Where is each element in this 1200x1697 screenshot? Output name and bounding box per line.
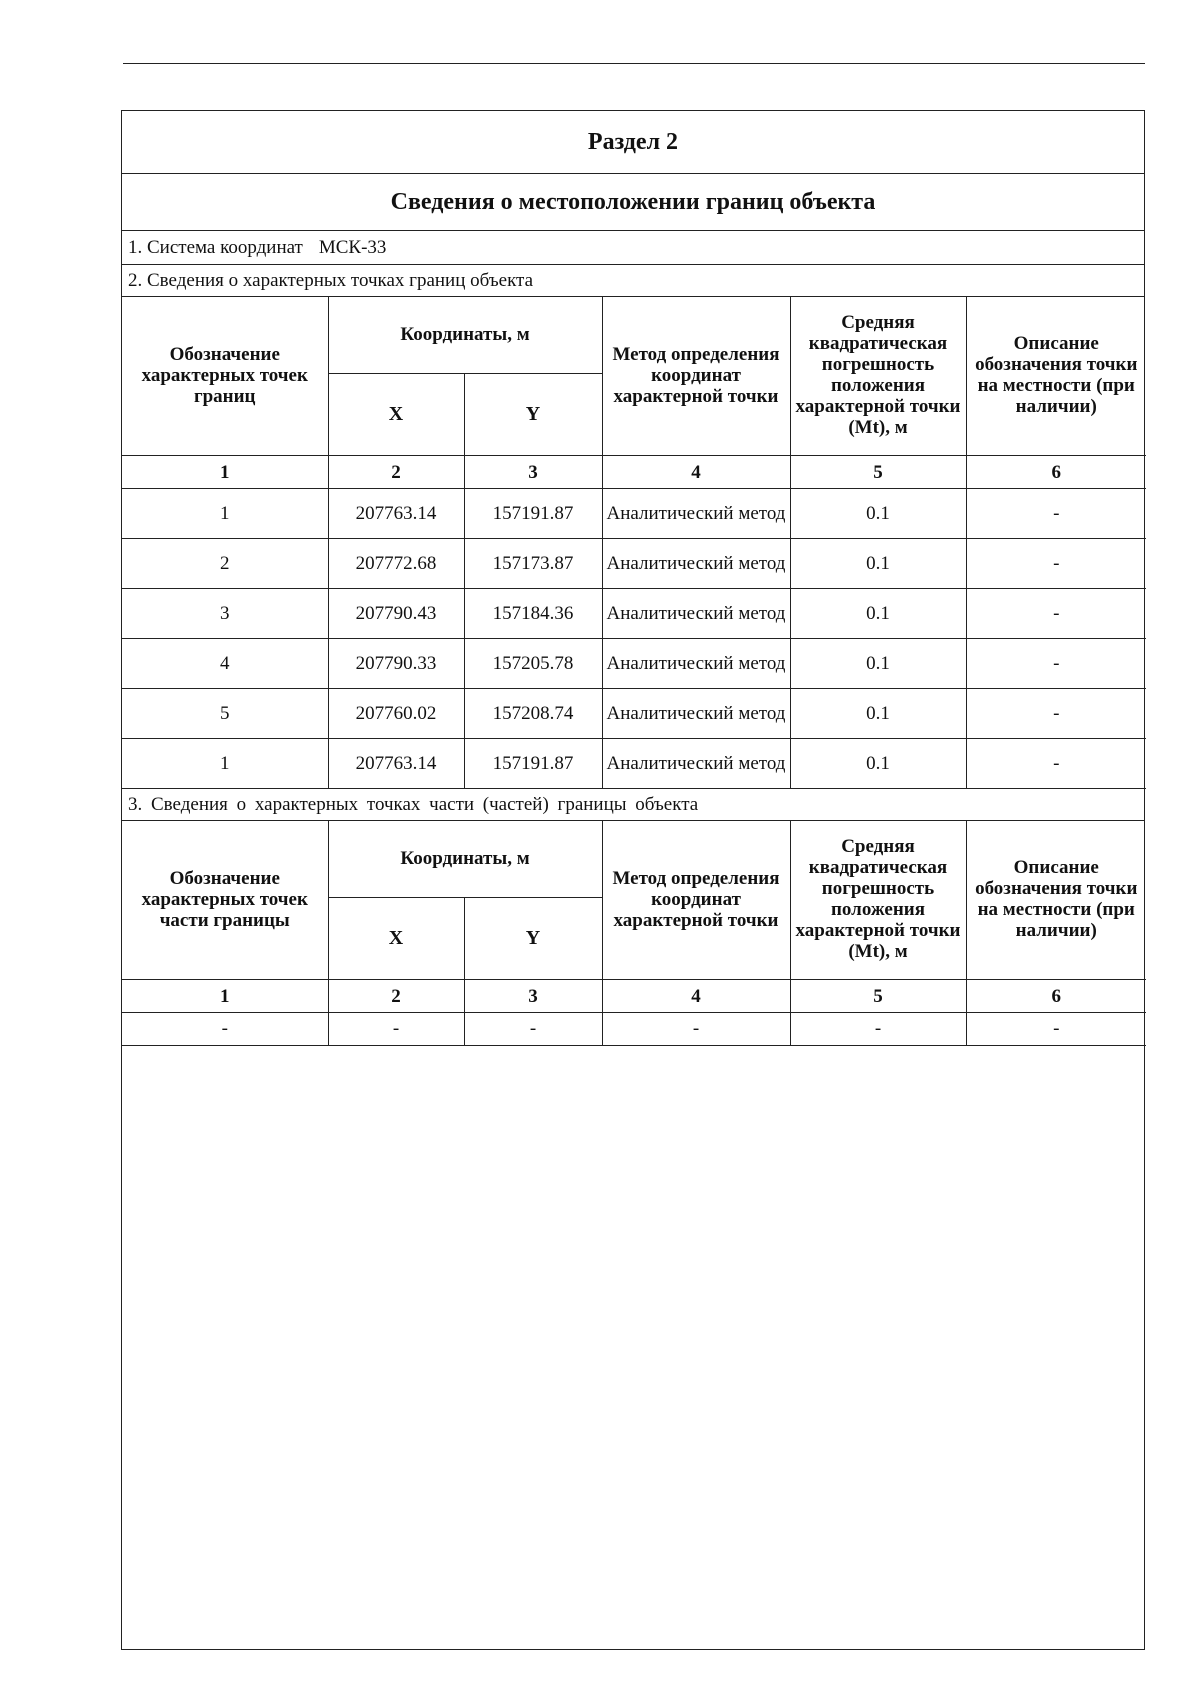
table-row xyxy=(122,489,1146,539)
point-description: - xyxy=(966,1013,1146,1046)
header-designation: Обозначение характерных точек части границы xyxy=(122,820,328,980)
table-row xyxy=(122,1013,1146,1046)
column-numbers-row xyxy=(122,980,1146,1013)
header-x: X xyxy=(328,374,464,456)
coordinate-y: 157191.87 xyxy=(464,489,602,539)
header-y: Y xyxy=(464,374,602,456)
coordinate-y: 157208.74 xyxy=(464,689,602,739)
header-y: Y xyxy=(464,898,602,980)
determination-method: Аналитический метод xyxy=(602,739,790,789)
determination-method: - xyxy=(602,1013,790,1046)
header-coordinates: Координаты, м xyxy=(328,820,602,898)
point-description: - xyxy=(966,489,1146,539)
header-x: X xyxy=(328,898,464,980)
table-row xyxy=(122,739,1146,789)
coordinate-x: - xyxy=(328,1013,464,1046)
point-number: 4 xyxy=(122,639,328,689)
determination-method: Аналитический метод xyxy=(602,639,790,689)
table-row xyxy=(122,689,1146,739)
header-accuracy: Средняя квадратическая погрешность положения характерной точки (Mt), м xyxy=(790,820,966,980)
coordinate-x: 207772.68 xyxy=(328,539,464,589)
determination-method: Аналитический метод xyxy=(602,689,790,739)
header-designation: Обозначение характерных точек границ xyxy=(122,296,328,456)
coordinate-x: 207760.02 xyxy=(328,689,464,739)
header-coordinates: Координаты, м xyxy=(328,296,602,374)
coordinate-y: - xyxy=(464,1013,602,1046)
coordinate-x: 207763.14 xyxy=(328,489,464,539)
coordinate-x: 207790.33 xyxy=(328,639,464,689)
header-description: Описание обозначения точки на местности (при наличии) xyxy=(966,296,1146,456)
table-row xyxy=(122,539,1146,589)
point-number: - xyxy=(122,1013,328,1046)
header-method: Метод определения координат характерной точки xyxy=(602,296,790,456)
point-description: - xyxy=(966,639,1146,689)
part-points-heading: 3. Сведения о характерных точках части (частей) границы объекта xyxy=(122,789,1144,821)
accuracy-mt: 0.1 xyxy=(790,639,966,689)
column-number: 6 xyxy=(966,456,1146,489)
determination-method: Аналитический метод xyxy=(602,489,790,539)
determination-method: Аналитический метод xyxy=(602,539,790,589)
point-description: - xyxy=(966,739,1146,789)
table-row xyxy=(122,589,1146,639)
coordinate-y: 157191.87 xyxy=(464,739,602,789)
coordinate-system-value: МСК-33 xyxy=(318,236,387,258)
top-rule xyxy=(123,63,1145,64)
column-number: 5 xyxy=(790,456,966,489)
column-number: 2 xyxy=(328,980,464,1013)
accuracy-mt: 0.1 xyxy=(790,539,966,589)
part-points-table xyxy=(122,820,1146,1047)
point-number: 3 xyxy=(122,589,328,639)
column-number: 4 xyxy=(602,456,790,489)
accuracy-mt: 0.1 xyxy=(790,489,966,539)
header-accuracy: Средняя квадратическая погрешность положения характерной точки (Mt), м xyxy=(790,296,966,456)
accuracy-mt: 0.1 xyxy=(790,589,966,639)
point-description: - xyxy=(966,589,1146,639)
point-description: - xyxy=(966,689,1146,739)
column-number: 1 xyxy=(122,980,328,1013)
column-number: 5 xyxy=(790,980,966,1013)
header-method: Метод определения координат характерной точки xyxy=(602,820,790,980)
column-numbers-row xyxy=(122,456,1146,489)
determination-method: Аналитический метод xyxy=(602,589,790,639)
coordinate-system-line xyxy=(122,231,1144,265)
point-number: 1 xyxy=(122,739,328,789)
table-row xyxy=(122,639,1146,689)
document-frame xyxy=(121,110,1145,1650)
accuracy-mt: 0.1 xyxy=(790,739,966,789)
coordinate-system-label: 1. Система координат xyxy=(128,236,303,258)
coordinate-y: 157205.78 xyxy=(464,639,602,689)
coordinate-x: 207763.14 xyxy=(328,739,464,789)
column-number: 6 xyxy=(966,980,1146,1013)
accuracy-mt: 0.1 xyxy=(790,689,966,739)
point-number: 5 xyxy=(122,689,328,739)
coordinate-y: 157173.87 xyxy=(464,539,602,589)
point-number: 2 xyxy=(122,539,328,589)
header-description: Описание обозначения точки на местности (при наличии) xyxy=(966,820,1146,980)
column-number: 3 xyxy=(464,456,602,489)
boundary-points-table xyxy=(122,296,1146,790)
section-subtitle: Сведения о местоположении границ объекта xyxy=(122,174,1144,231)
column-number: 4 xyxy=(602,980,790,1013)
boundary-points-heading: 2. Сведения о характерных точках границ объекта xyxy=(122,265,1144,297)
column-number: 2 xyxy=(328,456,464,489)
coordinate-x: 207790.43 xyxy=(328,589,464,639)
column-number: 1 xyxy=(122,456,328,489)
point-description: - xyxy=(966,539,1146,589)
coordinate-y: 157184.36 xyxy=(464,589,602,639)
section-title: Раздел 2 xyxy=(122,111,1144,174)
column-number: 3 xyxy=(464,980,602,1013)
point-number: 1 xyxy=(122,489,328,539)
accuracy-mt: - xyxy=(790,1013,966,1046)
